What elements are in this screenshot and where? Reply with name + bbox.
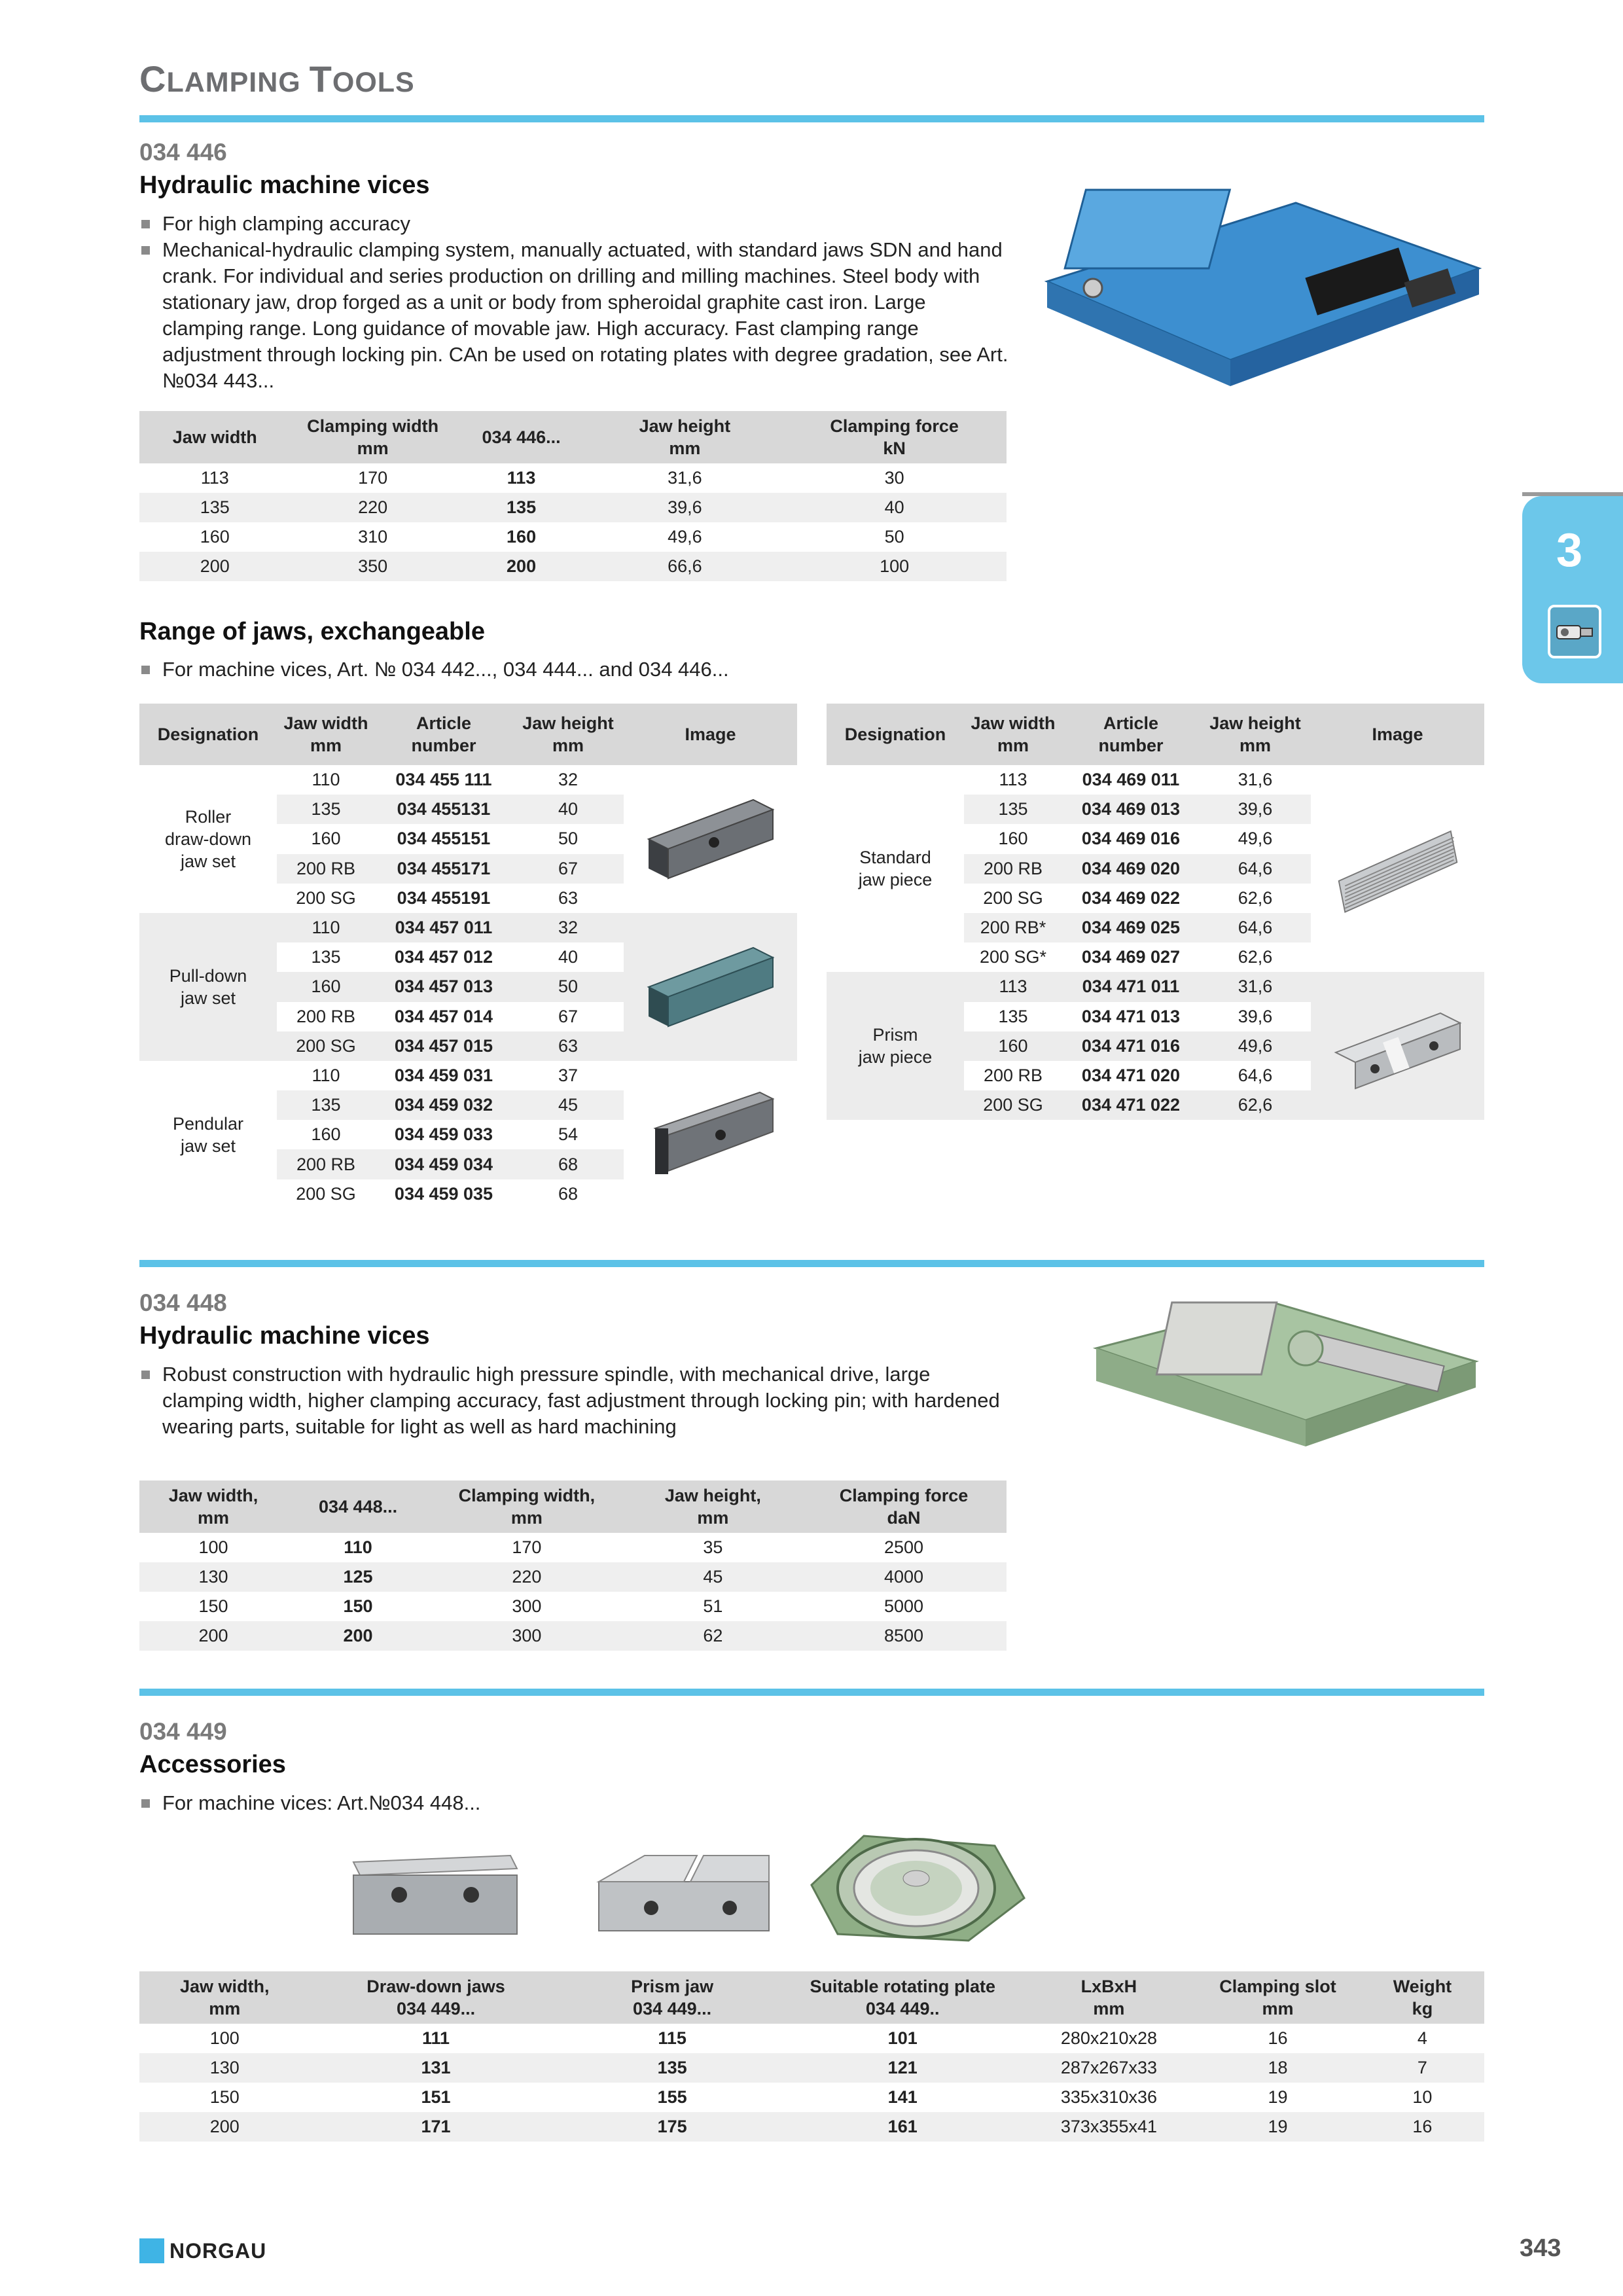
cell: 200 RB [296, 1154, 356, 1174]
cell: 10 [1412, 2087, 1433, 2107]
cell: 62,6 [1238, 1095, 1273, 1115]
s1-bullet-2: Mechanical-hydraulic clamping system, manually actuated, with standard jaws SDN and hand crank. For individual and series production on drilling and milling machines. Steel body with stationary jaw, drop forged as a unit or body from spheroidal graphite cast iron. Large clamping range. Long guidance of movable jaw. High accuracy. Fast clamping range adjustment through locking pin. CAn be used on rotating plates with degree gradation, see Art. №034 443... [139, 237, 1010, 394]
table-row [964, 972, 1311, 1001]
s4-col-weight: Weight kg [1361, 1971, 1484, 2024]
group-designation: Standard jaw piece [858, 848, 933, 890]
cell: 220 [429, 1562, 625, 1592]
jaw-group [139, 1061, 797, 1209]
cell: 150 [198, 1596, 228, 1616]
col-jaw-width: Jaw width mm [971, 713, 1056, 755]
cell: 68 [558, 1183, 579, 1204]
cell: 121 [783, 2053, 1023, 2083]
cell: 287x267x33 [1023, 2053, 1195, 2083]
cell: 4 [1417, 2028, 1427, 2048]
s3-bullet-list [139, 1361, 1010, 1440]
cell: 200 RB [983, 1065, 1043, 1085]
cell: 200 RB [296, 1006, 356, 1026]
draw-down-jaw-image [347, 1842, 524, 1941]
s1-bullet-1: For high clamping accuracy [139, 211, 1010, 237]
table-row [139, 2024, 1484, 2053]
table-row [964, 854, 1311, 884]
group-designation: Pendular jaw set [172, 1113, 244, 1156]
cell: 155 [657, 2087, 687, 2107]
cell: 034 459 035 [394, 1183, 493, 1204]
cell: 30 [884, 468, 904, 488]
cell: 300 [512, 1596, 542, 1616]
table-row [277, 913, 624, 942]
cell: 160 [998, 829, 1028, 849]
jaw-group [139, 765, 797, 913]
cell: 50 [558, 829, 579, 849]
cell: 130 [139, 2053, 310, 2083]
cell: 350 [291, 552, 455, 581]
group-designation: Roller draw-down jaw set [164, 806, 252, 871]
cell: 19 [1195, 2112, 1361, 2142]
cell: 35 [703, 1537, 723, 1557]
s4-article-code: 034 449 [139, 1718, 227, 1745]
page-title [139, 58, 415, 100]
table-row [139, 1562, 1007, 1592]
table-row [277, 942, 624, 972]
col-designation: Designation [157, 725, 259, 744]
table-row [277, 1061, 624, 1090]
cell: 64,6 [1238, 858, 1273, 878]
cell: 62,6 [1238, 947, 1273, 967]
s1-col-article: 034 446... [455, 411, 588, 463]
s1-bullet-list [139, 211, 1010, 394]
s4-title: Accessories [139, 1751, 286, 1778]
cell: 200 [287, 1621, 429, 1651]
title-rest-2: OOLS [332, 67, 415, 98]
cell: 135 [998, 1006, 1028, 1026]
cell: 45 [558, 1095, 579, 1115]
cell: 200 SG [296, 888, 356, 908]
cell: 8500 [801, 1621, 1007, 1651]
jaws-right-body [827, 765, 1484, 1120]
cell: 131 [310, 2053, 562, 2083]
col-article-number: Article number [1098, 713, 1164, 755]
cell: 034 469 011 [1082, 770, 1180, 790]
s2-bullet-1: For machine vices, Art. № 034 442..., 034 444... and 034 446... [139, 656, 1056, 683]
cell: 034 469 016 [1081, 829, 1181, 849]
cell: 54 [558, 1124, 579, 1145]
cell: 160 [507, 527, 537, 547]
cell: 32 [558, 918, 579, 938]
s1-col-clamping-force: Clamping force kN [782, 411, 1007, 463]
s3-article-code: 034 448 [139, 1289, 227, 1316]
cell: 110 [344, 1537, 372, 1557]
cell: 034 459 033 [394, 1124, 493, 1145]
cell: 034 469 027 [1081, 947, 1181, 967]
cell: 64,6 [1238, 918, 1273, 938]
jaw-group [827, 972, 1484, 1120]
table-row [277, 1120, 624, 1149]
cell: 200 SG* [979, 947, 1047, 967]
cell: 40 [558, 799, 579, 819]
table-row [139, 1592, 1007, 1621]
s3-spec-table [139, 1480, 1007, 1651]
table-row [139, 2083, 1484, 2112]
s2-bullet-list [139, 656, 1056, 683]
cell: 034 459 034 [394, 1154, 493, 1174]
table-row [277, 972, 624, 1001]
s3-col-clamping-force: Clamping force daN [801, 1480, 1007, 1533]
hydraulic-vice-blue-image [1034, 164, 1492, 393]
page-number: 343 [1520, 2234, 1561, 2262]
table-row [277, 1031, 624, 1061]
cell: 280x210x28 [1060, 2028, 1157, 2048]
table-row [139, 2112, 1484, 2142]
cell: 160 [998, 1035, 1028, 1056]
cell: 66,6 [587, 552, 782, 581]
cell: 100 [782, 552, 1007, 581]
cell: 161 [783, 2112, 1023, 2142]
cell: 130 [139, 1562, 287, 1592]
s4-col-rotating-plate: Suitable rotating plate 034 449.. [783, 1971, 1023, 2024]
cell: 034 471 011 [1082, 977, 1180, 997]
s2-title: Range of jaws, exchangeable [139, 618, 485, 645]
header-rule [139, 115, 1484, 122]
table-row [139, 463, 1007, 493]
brand-name: NORGAU [169, 2238, 267, 2263]
table-row [964, 942, 1311, 972]
s3-title: Hydraulic machine vices [139, 1322, 430, 1350]
cell: 31,6 [668, 468, 702, 488]
table-row [964, 1002, 1311, 1031]
cell: 64,6 [1238, 1065, 1273, 1085]
cell: 160 [311, 1124, 341, 1145]
s3-rule [139, 1260, 1484, 1267]
cell: 5000 [883, 1596, 924, 1616]
table-row [139, 493, 1007, 522]
prism-jaw-image [592, 1842, 782, 1941]
group-designation: Prism jaw piece [858, 1025, 933, 1067]
cell: 50 [884, 527, 904, 547]
cell: 62,6 [1238, 888, 1273, 908]
table-row [964, 1031, 1311, 1061]
cell: 034 471 022 [1081, 1095, 1181, 1115]
table-row [964, 884, 1311, 913]
roller-jaw-image [624, 765, 797, 913]
s4-bullet-list [139, 1790, 1010, 1816]
cell: 200 [139, 2112, 310, 2142]
cell: 034 469 020 [1081, 858, 1181, 878]
s1-article-code: 034 446 [139, 139, 227, 166]
s4-col-draw-down: Draw-down jaws 034 449... [310, 1971, 562, 2024]
col-designation: Designation [844, 725, 946, 744]
cell: 034 469 025 [1081, 918, 1181, 938]
cell: 200 SG [983, 1095, 1043, 1115]
table-row [277, 1149, 624, 1179]
col-jaw-height: Jaw height mm [522, 713, 614, 755]
table-row [277, 1179, 624, 1209]
cell: 113 [507, 468, 536, 488]
cell: 68 [558, 1154, 579, 1174]
table-row [139, 522, 1007, 552]
cell: 200 RB* [980, 918, 1046, 938]
cell: 40 [558, 947, 579, 967]
cell: 40 [782, 493, 1007, 522]
cell: 135 [455, 493, 588, 522]
cell: 200 RB [983, 858, 1043, 878]
cell: 115 [658, 2028, 687, 2048]
s4-bullet-1: For machine vices: Art.№034 448... [139, 1790, 1010, 1816]
cell: 034 469 022 [1081, 888, 1181, 908]
col-image: Image [1372, 725, 1423, 744]
title-initial-1: C [139, 58, 167, 99]
cell: 4000 [801, 1562, 1007, 1592]
cell: 034 471 016 [1081, 1035, 1181, 1056]
cell: 2500 [883, 1537, 924, 1557]
table-row [964, 1061, 1311, 1090]
cell: 32 [558, 770, 579, 790]
group-designation: Pull-down jaw set [169, 965, 247, 1008]
s1-col-jaw-width: Jaw width [139, 411, 291, 463]
cell: 200 SG [296, 1183, 356, 1204]
cell: 034 471 013 [1081, 1006, 1181, 1026]
s3-bullet-1: Robust construction with hydraulic high pressure spindle, with mechanical drive, large clamping width, higher clamping accuracy, fast adjustment through locking pin; with hardened wearing parts, suitable for light as well as hard machining [139, 1361, 1010, 1440]
cell: 034 459 031 [394, 1065, 493, 1085]
table-row [277, 854, 624, 884]
s4-col-dimensions: LxBxH mm [1023, 1971, 1195, 2024]
table-row [277, 1090, 624, 1120]
cell: 335x310x36 [1060, 2087, 1157, 2107]
cell: 034 455171 [397, 858, 491, 878]
cell: 111 [422, 2028, 450, 2048]
s1-col-clamping-width: Clamping width mm [291, 411, 455, 463]
table-row [964, 824, 1311, 853]
s1-col-jaw-height: Jaw height mm [587, 411, 782, 463]
cell: 160 [311, 829, 341, 849]
table-row [277, 1002, 624, 1031]
s3-col-jaw-width: Jaw width, mm [139, 1480, 287, 1533]
cell: 67 [558, 1006, 579, 1026]
s3-col-article: 034 448... [287, 1480, 429, 1533]
cell: 200 [139, 1621, 287, 1651]
title-initial-2: T [309, 58, 332, 99]
cell: 200 [455, 552, 588, 581]
cell: 18 [1195, 2053, 1361, 2083]
table-row [277, 795, 624, 824]
table-row [964, 795, 1311, 824]
table-row [139, 552, 1007, 581]
cell: 200 SG [296, 1035, 356, 1056]
vice-chapter-icon [1548, 605, 1601, 658]
s4-col-clamping-slot: Clamping slot mm [1195, 1971, 1361, 2024]
title-rest-1: LAMPING [166, 67, 310, 98]
col-jaw-height: Jaw height mm [1209, 713, 1301, 755]
cell: 300 [429, 1621, 625, 1651]
s1-spec-table [139, 411, 1007, 581]
table-row [277, 765, 624, 795]
cell: 373x355x41 [1023, 2112, 1195, 2142]
cell: 39,6 [1238, 799, 1273, 819]
cell: 200 RB [296, 858, 356, 878]
cell: 160 [311, 977, 341, 997]
cell: 034 469 013 [1081, 799, 1181, 819]
cell: 37 [558, 1065, 579, 1085]
cell: 135 [139, 493, 291, 522]
table-row [964, 913, 1311, 942]
cell: 310 [358, 527, 388, 547]
jaws-table-left [139, 704, 797, 1209]
cell: 135 [562, 2053, 783, 2083]
jaws-left-body [139, 765, 797, 1209]
col-article-number: Article number [411, 713, 476, 755]
hydraulic-vice-green-image [1090, 1289, 1482, 1460]
pull-down-jaw-image [624, 913, 797, 1061]
prism-jaw-image [1311, 972, 1484, 1120]
cell: 100 [198, 1537, 228, 1557]
cell: 49,6 [668, 527, 702, 547]
cell: 141 [887, 2087, 918, 2107]
cell: 220 [291, 493, 455, 522]
cell: 113 [999, 770, 1027, 790]
cell: 63 [558, 888, 579, 908]
table-row [139, 1533, 1007, 1562]
cell: 125 [287, 1562, 429, 1592]
s1-title: Hydraulic machine vices [139, 171, 430, 199]
cell: 49,6 [1238, 829, 1273, 849]
cell: 034 457 011 [395, 918, 493, 938]
cell: 171 [310, 2112, 562, 2142]
cell: 151 [421, 2087, 451, 2107]
jaw-group [139, 913, 797, 1061]
cell: 170 [512, 1537, 542, 1557]
cell: 150 [209, 2087, 240, 2107]
cell: 170 [358, 468, 388, 488]
cell: 67 [558, 858, 579, 878]
table-row [964, 1090, 1311, 1120]
pendular-jaw-image [624, 1061, 797, 1209]
s3-col-clamping-width: Clamping width, mm [429, 1480, 625, 1533]
jaws-right-header [827, 704, 1484, 765]
cell: 113 [200, 468, 229, 488]
cell: 135 [311, 1095, 341, 1115]
table-row [139, 2053, 1484, 2083]
cell: 034 457 013 [394, 977, 493, 997]
cell: 034 455151 [397, 829, 491, 849]
col-jaw-width: Jaw width mm [283, 713, 368, 755]
cell: 135 [311, 799, 341, 819]
cell: 034 455131 [397, 799, 491, 819]
cell: 150 [343, 1596, 373, 1616]
table-row [277, 884, 624, 913]
cell: 51 [703, 1596, 723, 1616]
rotating-plate-image [798, 1826, 1034, 1950]
cell: 7 [1361, 2053, 1484, 2083]
s4-rule [139, 1689, 1484, 1696]
chapter-number: 3 [1556, 524, 1583, 577]
cell: 034 457 015 [394, 1035, 493, 1056]
s4-accessories-table [139, 1971, 1484, 2142]
cell: 200 [139, 552, 291, 581]
s4-col-prism: Prism jaw 034 449... [562, 1971, 783, 2024]
table-row [964, 765, 1311, 795]
cell: 16 [1268, 2028, 1288, 2048]
cell: 110 [312, 918, 340, 938]
jaws-left-header [139, 704, 797, 765]
cell: 19 [1268, 2087, 1288, 2107]
cell: 101 [887, 2028, 918, 2048]
cell: 16 [1361, 2112, 1484, 2142]
cell: 034 471 020 [1081, 1065, 1181, 1085]
cell: 50 [558, 977, 579, 997]
cell: 100 [209, 2028, 240, 2048]
brand-logo [139, 2238, 266, 2263]
cell: 31,6 [1238, 977, 1273, 997]
cell: 160 [200, 527, 230, 547]
s3-col-jaw-height: Jaw height, mm [625, 1480, 801, 1533]
jaw-group [827, 765, 1484, 972]
cell: 110 [312, 770, 340, 790]
cell: 31,6 [1238, 770, 1273, 790]
cell: 034 455 111 [395, 770, 492, 790]
cell: 135 [998, 799, 1028, 819]
table-row [277, 824, 624, 853]
standard-jaw-image [1311, 765, 1484, 972]
col-image: Image [685, 725, 736, 744]
cell: 63 [558, 1035, 579, 1056]
cell: 200 SG [983, 888, 1043, 908]
cell: 49,6 [1238, 1035, 1273, 1056]
cell: 39,6 [1238, 1006, 1273, 1026]
s4-col-jaw-width: Jaw width, mm [139, 1971, 310, 2024]
jaws-table-right [827, 704, 1484, 1120]
cell: 034 457 014 [394, 1006, 493, 1026]
cell: 034 457 012 [394, 947, 493, 967]
cell: 39,6 [587, 493, 782, 522]
cell: 135 [311, 947, 341, 967]
cell: 45 [625, 1562, 801, 1592]
cell: 034 459 032 [394, 1095, 493, 1115]
cell: 175 [562, 2112, 783, 2142]
table-row [139, 1621, 1007, 1651]
brand-square-icon [139, 2238, 164, 2263]
cell: 113 [999, 977, 1027, 997]
cell: 62 [625, 1621, 801, 1651]
cell: 110 [312, 1065, 340, 1085]
cell: 034 455191 [397, 888, 491, 908]
